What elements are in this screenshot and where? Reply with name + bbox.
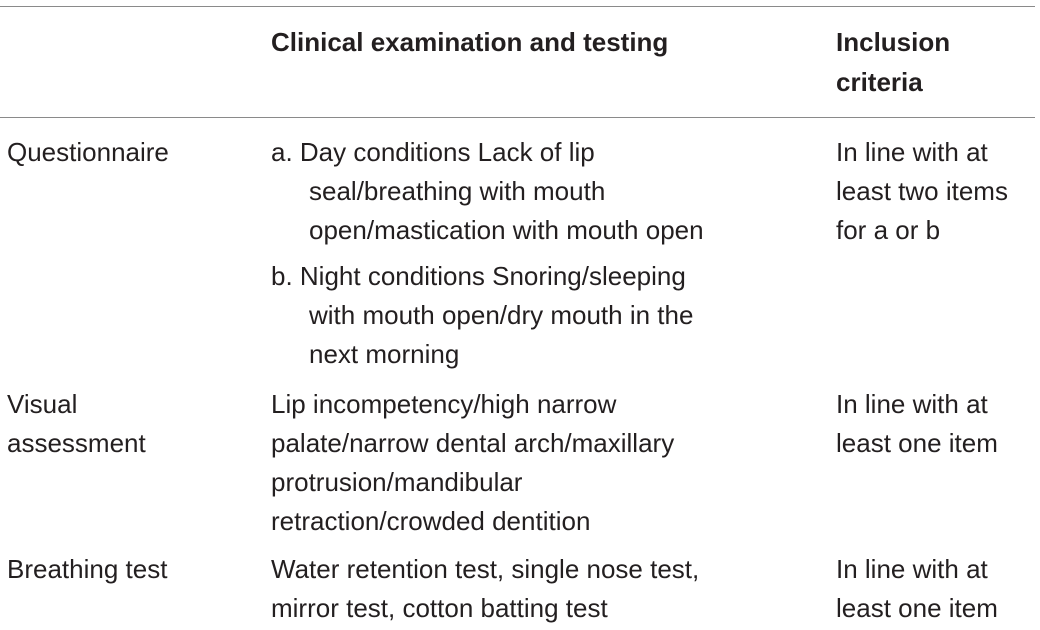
criteria-text: In line with at <box>836 554 988 584</box>
exam-text: Water retention test, single nose test, <box>271 554 700 584</box>
criteria-text: In line with at <box>836 137 988 167</box>
exam-questionnaire-night <box>271 257 693 374</box>
criteria-visual-assessment <box>836 385 998 463</box>
exam-text: Lip incompetency/high narrow <box>271 389 617 419</box>
criteria-questionnaire <box>836 133 1008 250</box>
row-label-questionnaire <box>7 133 169 172</box>
exam-text: retraction/crowded dentition <box>271 506 591 536</box>
row-label-text: Questionnaire <box>7 137 169 167</box>
exam-breathing-test <box>271 550 699 628</box>
header-rule <box>0 117 1035 118</box>
header-text: Inclusion <box>836 27 951 57</box>
exam-text: mirror test, cotton batting test <box>271 593 608 623</box>
exam-questionnaire-day <box>271 133 704 250</box>
exam-text: b. Night conditions Snoring/sleeping <box>271 261 686 291</box>
header-text: criteria <box>836 67 923 97</box>
header-text: Clinical examination and testing <box>271 27 669 57</box>
exam-visual-assessment <box>271 385 674 541</box>
exam-text: next morning <box>309 339 460 369</box>
header-inclusion-criteria <box>836 22 950 102</box>
criteria-text: for a or b <box>836 215 941 245</box>
criteria-text: least one item <box>836 593 998 623</box>
exam-text: protrusion/mandibular <box>271 467 523 497</box>
exam-text: a. Day conditions Lack of lip <box>271 137 595 167</box>
criteria-breathing-test <box>836 550 998 628</box>
exam-text: open/mastication with mouth open <box>309 215 704 245</box>
row-label-visual-assessment <box>7 385 146 463</box>
row-label-breathing-test <box>7 550 167 589</box>
criteria-text: In line with at <box>836 389 988 419</box>
criteria-text: least one item <box>836 428 998 458</box>
row-label-text: assessment <box>7 428 146 458</box>
row-label-text: Breathing test <box>7 554 168 584</box>
exam-text: seal/breathing with mouth <box>309 176 606 206</box>
header-clinical-examination <box>271 22 668 62</box>
table-top-rule <box>0 6 1035 7</box>
criteria-text: least two items <box>836 176 1008 206</box>
exam-text: with mouth open/dry mouth in the <box>309 300 694 330</box>
exam-text: palate/narrow dental arch/maxillary <box>271 428 675 458</box>
row-label-text: Visual <box>7 389 78 419</box>
